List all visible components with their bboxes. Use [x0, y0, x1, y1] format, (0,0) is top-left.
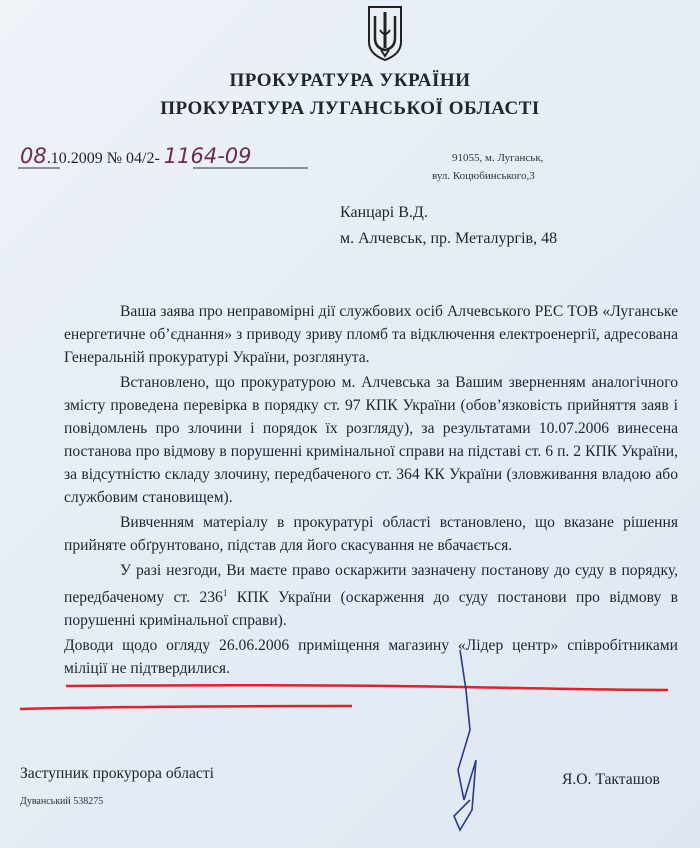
handwritten-number: 1164-09: [163, 144, 252, 168]
office-address-line-2: вул. Коцюбинського,3: [432, 170, 535, 182]
header-line-2: ПРОКУРАТУРА ЛУГАНСЬКОЇ ОБЛАСТІ: [160, 98, 540, 119]
handwritten-day: 08: [20, 144, 47, 168]
header-line-1: ПРОКУРАТУРА УКРАЇНИ: [229, 70, 471, 91]
paragraph-3: Вивченням матеріалу в прокуратурі області встановлено, що вказане рішення прийняте обґрунтовано, підстав для його скасування не вбачається.: [64, 514, 678, 554]
paragraph-5: Доводи щодо огляду 26.06.2006 приміщення магазину «Лідер центр» співробітниками міліції не підтвердилися.: [64, 637, 678, 678]
printed-date: .10.2009 № 04/2-: [46, 150, 160, 167]
signatory-name: Я.О. Такташов: [562, 771, 660, 788]
reference-underline: [18, 166, 318, 172]
signature-scribble-icon: [430, 640, 510, 840]
reference-line: [20, 144, 252, 168]
red-underline-marks: [0, 660, 700, 720]
paragraph-1: Ваша заява про неправомірні дії службових осіб Алчевського РЕС ТОВ «Луганське енергетичне об’єднання» з приводу зриву пломб та відключення електроенергії, адресована Генеральній прокуратурі України, розглянута.: [64, 303, 678, 366]
recipient-address: м. Алчевськ, пр. Металургів, 48: [340, 230, 558, 247]
executor-note: Дуванський 538275: [20, 796, 104, 807]
office-address-line-1: 91055, м. Луганськ,: [452, 152, 544, 164]
letter-body: [64, 300, 678, 682]
recipient-name: Канцарі В.Д.: [340, 204, 428, 221]
paragraph-2: Встановлено, що прокуратурою м. Алчевська за Вашим зверненням аналогічного змісту проведена перевірка в порядку ст. 97 КПК України (обов’язковість прийняття заяв і повідомлень про злочини і порядок їх розгляду), за результатами 10.07.2006 винесена постанова про відмову в порушенні кримінальної справи на підставі ст. 6 п. 2 КПК України, за відсутністю складу злочину, передбаченого ст. 364 КК України (зловживання владою або службовим становищем).: [64, 374, 678, 506]
paragraph-4: У разі незгоди, Ви маєте право оскаржити зазначену постанову до суду в порядку, передбаченому ст. $236^1$ КПК України (оскарження до суду постанови про відмову в порушенні кримінальної справи).: [64, 562, 678, 630]
coat-of-arms-icon: [366, 4, 404, 62]
signatory-position: Заступник прокурора області: [20, 765, 214, 782]
